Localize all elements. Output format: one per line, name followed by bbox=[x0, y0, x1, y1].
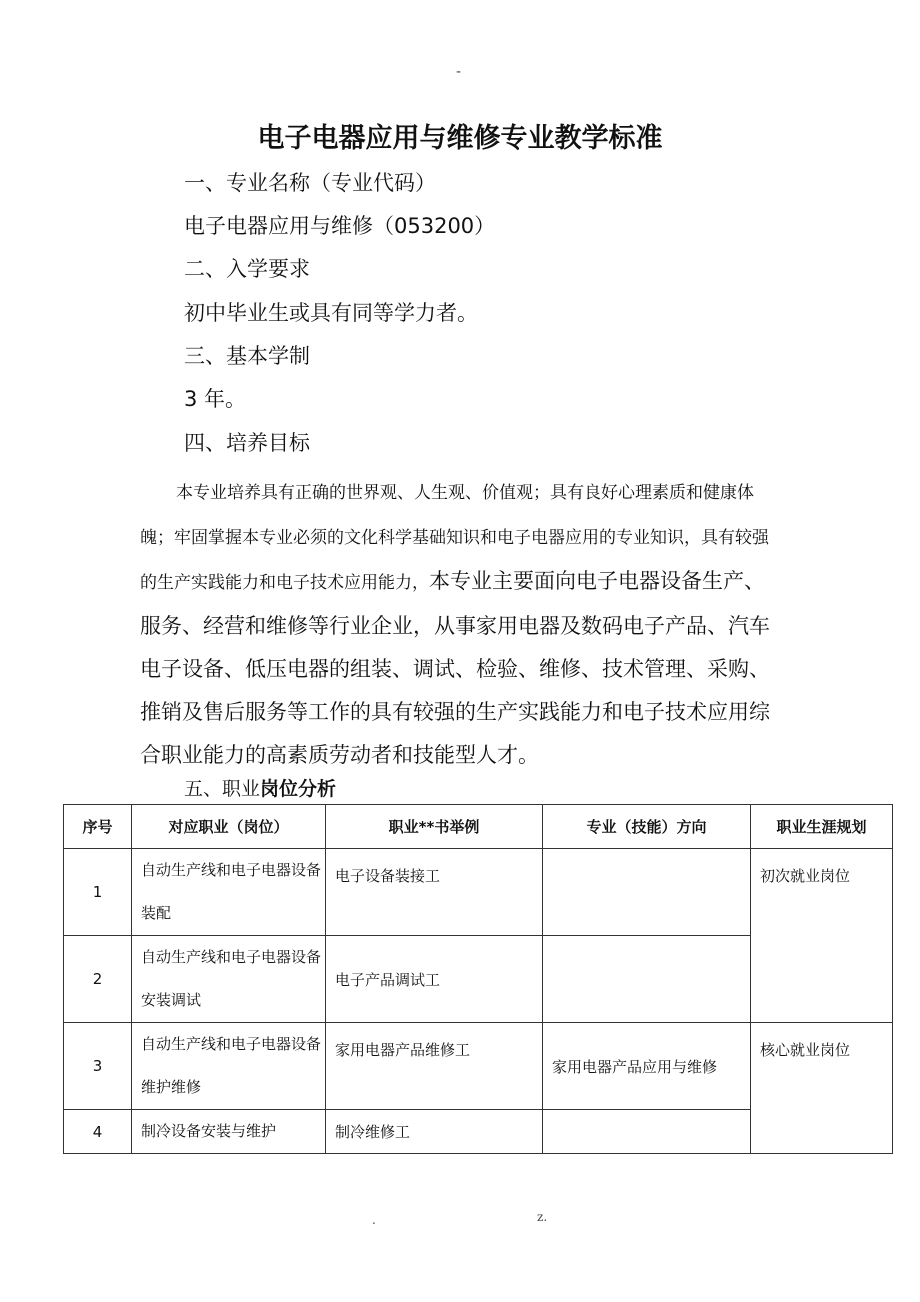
section-5-heading-normal: 五、职业 bbox=[184, 778, 261, 800]
row-job: 自动生产线和电子电器设备维护维修 bbox=[132, 1023, 326, 1110]
header-direction: 专业（技能）方向 bbox=[543, 805, 751, 849]
row-cert: 家用电器产品维修工 bbox=[326, 1023, 543, 1110]
section-4-heading: 四、培养目标 bbox=[184, 431, 310, 455]
header-plan: 职业生涯规划 bbox=[751, 805, 893, 849]
footer-mark: z. bbox=[537, 1210, 548, 1224]
section-1-heading: 一、专业名称（专业代码） bbox=[184, 171, 436, 195]
section-1-content: 电子电器应用与维修（053200） bbox=[184, 214, 496, 238]
document-title: 电子电器应用与维修专业教学标准 bbox=[257, 123, 663, 154]
plan-primary: 初次就业岗位 bbox=[751, 849, 893, 1023]
row-direction: 家用电器产品应用与维修 bbox=[543, 1023, 751, 1110]
row-job: 自动生产线和电子电器设备装配 bbox=[132, 849, 326, 936]
header-cert: 职业**书举例 bbox=[326, 805, 543, 849]
section-2-content: 初中毕业生或具有同等学力者。 bbox=[184, 301, 478, 325]
table-row bbox=[64, 849, 893, 936]
row-direction-empty bbox=[543, 849, 751, 936]
header-num: 序号 bbox=[64, 805, 132, 849]
row-num: 1 bbox=[64, 849, 132, 936]
table-header-row bbox=[64, 805, 893, 849]
section-5-heading bbox=[184, 774, 336, 801]
row-cert: 电子设备装接工 bbox=[326, 849, 543, 936]
header-job: 对应职业（岗位） bbox=[132, 805, 326, 849]
section-5-heading-bold: 岗位分析 bbox=[260, 778, 337, 800]
row-cert: 制冷维修工 bbox=[326, 1110, 543, 1154]
training-goal-paragraph bbox=[140, 470, 785, 777]
section-3-content: 3 年。 bbox=[184, 387, 247, 411]
paragraph-part-small: 本专业培养具有正确的世界观、人生观、价值观；具有良好心理素质和健康体魄；牢固掌握本专业必须的文化科学基础知识和电子电器应用的专业知识，具有较强的生产实践能力和电子技术应用能力， bbox=[140, 483, 769, 593]
row-direction-empty bbox=[543, 936, 751, 1023]
row-num: 2 bbox=[64, 936, 132, 1023]
table-row bbox=[64, 1023, 893, 1110]
row-num: 4 bbox=[64, 1110, 132, 1154]
row-job: 制冷设备安装与维护 bbox=[132, 1110, 326, 1154]
section-2-heading: 二、入学要求 bbox=[184, 257, 310, 281]
row-cert: 电子产品调试工 bbox=[326, 936, 543, 1023]
paragraph-part-large: 本专业主要面向电子电器设备生产、服务、经营和维修等行业企业，从事家用电器及数码电子产品、汽车电子设备、低压电器的组装、调试、检验、维修、技术管理、采购、推销及售后服务等工作的具有较强的生产实践能力和电子技术应用综合职业能力的高素质劳动者和技能型人才。 bbox=[140, 569, 770, 767]
row-direction-empty bbox=[543, 1110, 751, 1154]
section-3-heading: 三、基本学制 bbox=[184, 344, 310, 368]
plan-core: 核心就业岗位 bbox=[751, 1023, 893, 1154]
job-analysis-table bbox=[63, 804, 893, 1154]
footer-dot: . bbox=[372, 1213, 376, 1227]
row-num: 3 bbox=[64, 1023, 132, 1110]
row-job: 自动生产线和电子电器设备安装调试 bbox=[132, 936, 326, 1023]
header-mark: - bbox=[456, 64, 462, 80]
